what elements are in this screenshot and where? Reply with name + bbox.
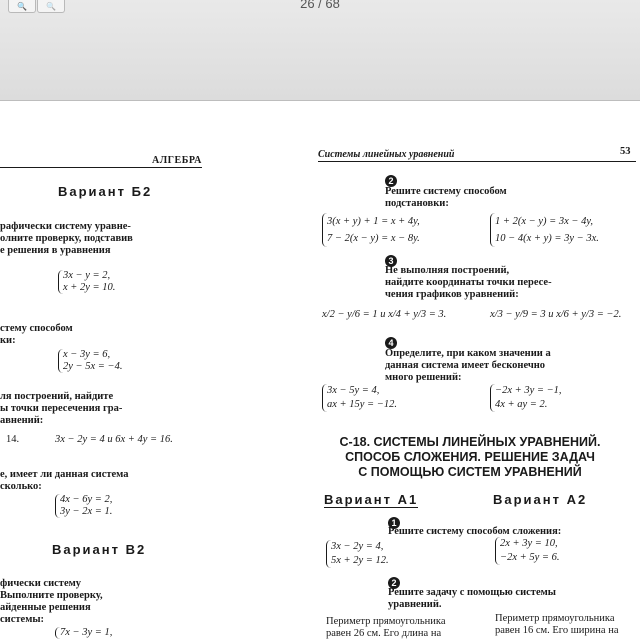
s1-text: Решите систему способом сложения: [388, 526, 562, 537]
q3-line-2: найдите координаты точки пересе- [385, 277, 552, 288]
task4-system [55, 494, 112, 518]
s2-line-1: Решите задачу с помощью системы [388, 587, 556, 598]
task5-eq-1: 7x − 3y = 1, [60, 627, 113, 638]
document-view[interactable] [0, 101, 640, 640]
q2-line-2: подстановки: [385, 198, 449, 209]
s2-number-badge: 2 [388, 577, 400, 589]
q4-system-a [322, 384, 397, 412]
q2a-eq-1: 3(x + y) + 1 = x + 4y, [327, 216, 420, 227]
task4-line-2: сколько: [0, 481, 42, 492]
right-page [300, 101, 640, 640]
task3-line-1: ля построений, найдите [0, 391, 114, 402]
q4-number-badge: 4 [385, 337, 397, 349]
task2-eq-2: 2y − 5x = −4. [63, 361, 123, 372]
s2-left-text [326, 616, 445, 640]
s1-system-b [495, 537, 559, 565]
right-running-head: Системы линейных уравнений [318, 149, 455, 160]
task1-line-1: рафически систему уравне- [0, 221, 131, 232]
task2-eq-1: x − 3y = 6, [63, 349, 111, 360]
s1-system-a [326, 540, 389, 568]
q4a-eq-1: 3x − 5y = 4, [327, 385, 380, 396]
q4b-eq-1: −2x + 3y = −1, [495, 385, 562, 396]
section-title-line-3: С ПОМОЩЬЮ СИСТЕМ УРАВНЕНИЙ [358, 465, 582, 479]
variant-a2-heading: Вариант А2 [493, 492, 588, 507]
q2b-eq-1: 1 + 2(x − y) = 3x − 4y, [495, 216, 594, 227]
task5-line-2: Выполните проверку, [0, 590, 103, 601]
s2-left-line-2: равен 26 см. Его длина на [326, 628, 442, 639]
task5-line-1: фически систему [0, 578, 82, 589]
q3-line-3: чения графиков уравнений: [385, 289, 519, 300]
left-page [0, 101, 210, 640]
variant-b2-heading: Вариант Б2 [58, 184, 153, 199]
task1-eq-1: 3x − y = 2, [63, 270, 111, 281]
task1-line-2: олните проверку, подставив [0, 233, 133, 244]
viewer-toolbar [0, 0, 640, 101]
right-head-rule [318, 161, 636, 162]
q2-system-a [322, 213, 420, 247]
q4-line-3: много решений: [385, 372, 462, 383]
q4a-eq-2: ax + 15y = −12. [327, 399, 397, 410]
variant-v2-heading: Вариант В2 [52, 542, 147, 557]
section-title-line-2: СПОСОБ СЛОЖЕНИЯ. РЕШЕНИЕ ЗАДАЧ [345, 450, 595, 464]
s1b-eq-1: 2x + 3y = 10, [500, 538, 558, 549]
task5-line-4: системы: [0, 614, 45, 625]
s2-right-line-1: Периметр прямоугольника [495, 613, 615, 624]
section-title [310, 435, 630, 480]
task3-line-2: ы точки пересечения гра- [0, 403, 123, 414]
q2-system-b [490, 213, 599, 247]
q2b-eq-2: 10 − 4(x + y) = 3y − 3x. [495, 233, 599, 244]
task2-line-1: стему способом [0, 323, 73, 334]
page-indicator: 26 / 68 [300, 0, 340, 11]
s2-line-2: уравнений. [388, 599, 442, 610]
s2-left-line-1: Периметр прямоугольника [326, 616, 446, 627]
q3-line-1: Не выполняя построений, [385, 265, 510, 276]
task2-line-2: ки: [0, 335, 16, 346]
zoom-icon: 🔍 [46, 2, 56, 11]
task4-line-1: е, имеет ли данная система [0, 469, 129, 480]
task2-system [58, 349, 122, 373]
q2-line-1: Решите систему способом [385, 186, 507, 197]
s1a-eq-2: 5x + 2y = 12. [331, 555, 389, 566]
search-icon: 🔍 [17, 2, 27, 11]
task3-eq-number: 14. [6, 434, 20, 445]
right-page-number: 53 [620, 146, 631, 157]
task4-eq-2: 3y − 2x = 1. [60, 506, 113, 517]
task4-eq-1: 4x − 6y = 2, [60, 494, 113, 505]
q4-line-1: Определите, при каком значении a [385, 348, 551, 359]
variant-a1-heading: Вариант А1 [324, 492, 419, 507]
task1-line-3: е решения в уравнения [0, 245, 111, 256]
task1-eq-2: x + 2y = 10. [63, 282, 116, 293]
section-title-line-1: С-18. СИСТЕМЫ ЛИНЕЙНЫХ УРАВНЕНИЙ. [339, 435, 601, 449]
q2a-eq-2: 7 − 2(x − y) = x − 8y. [327, 233, 420, 244]
q4-line-2: данная система имеет бесконечно [385, 360, 546, 371]
q4-system-b [490, 384, 562, 412]
q3-number-badge: 3 [385, 255, 397, 267]
s2-right-text [495, 613, 618, 637]
s1-number-badge: 1 [388, 517, 400, 529]
q3-equations-a: x/2 − y/6 = 1 и x/4 + y/3 = 3. [322, 309, 447, 320]
task3-line-3: авнений: [0, 415, 44, 426]
s1b-eq-2: −2x + 5y = 6. [500, 552, 560, 563]
q2-number-badge: 2 [385, 175, 397, 187]
left-head-rule [0, 167, 202, 168]
task5-system [55, 627, 112, 639]
task3-equations: 3x − 2y = 4 и 6x + 4y = 16. [55, 434, 173, 445]
s1a-eq-1: 3x − 2y = 4, [331, 541, 384, 552]
s2-right-line-2: равен 16 см. Его ширина на [495, 625, 619, 636]
q3-equations-b: x/3 − y/9 = 3 и x/6 + y/3 = −2. [490, 309, 622, 320]
left-running-head: АЛГЕБРА [152, 155, 202, 166]
task1-system [58, 270, 115, 294]
task5-line-3: айденные решения [0, 602, 91, 613]
q4b-eq-2: 4x + ay = 2. [495, 399, 548, 410]
